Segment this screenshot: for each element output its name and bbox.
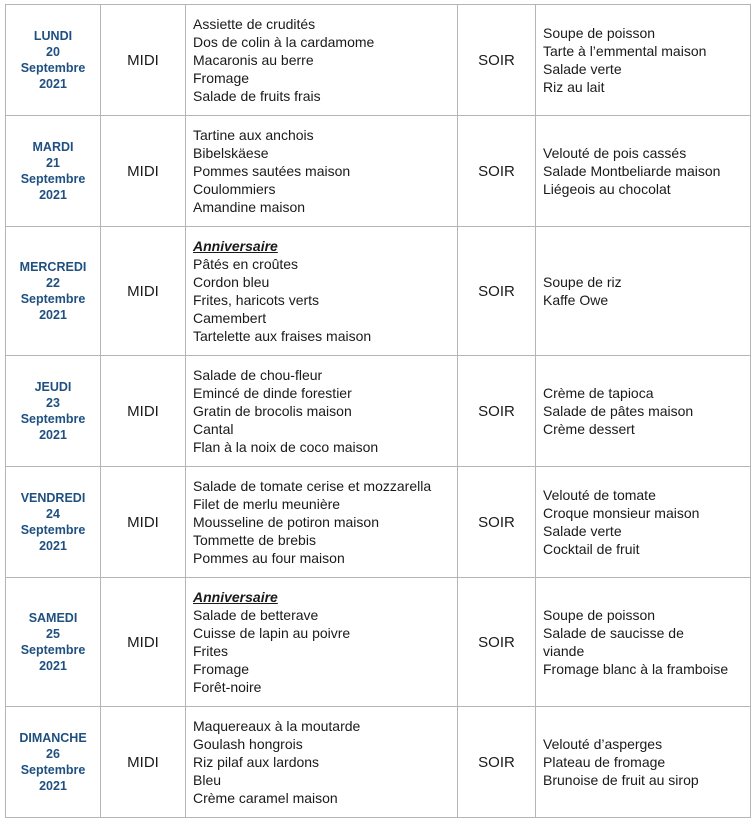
day-row-samedi	[6, 578, 751, 707]
dish: Velouté de tomate	[543, 487, 656, 503]
day-label	[6, 578, 101, 707]
dish: Amandine maison	[193, 199, 306, 215]
dish: Emincé de dinde forestier	[193, 385, 352, 401]
day-name: SAMEDI	[28, 611, 78, 625]
soir-menu	[536, 356, 751, 467]
day-year: 2021	[39, 308, 67, 322]
midi-label: MIDI	[101, 356, 186, 467]
day-month: Septembre	[20, 643, 86, 657]
dish: Maquereaux à la moutarde	[193, 718, 361, 734]
soir-menu	[536, 707, 751, 818]
soir-label: SOIR	[458, 578, 536, 707]
dish: Tartelette aux fraises maison	[193, 328, 372, 344]
dish: Fromage blanc à la framboise	[543, 661, 729, 677]
dish: Forêt-noire	[193, 679, 262, 695]
day-number: 22	[46, 276, 60, 290]
dish: Salade de tomate cerise et mozzarella	[193, 478, 432, 494]
day-name: MERCREDI	[19, 260, 87, 274]
day-label	[6, 707, 101, 818]
dish: Crème caramel maison	[193, 790, 338, 806]
dish: Salade de chou-fleur	[193, 367, 323, 383]
soir-menu	[536, 116, 751, 227]
day-row-jeudi	[6, 356, 751, 467]
dish: Soupe de riz	[543, 274, 622, 290]
dish: Assiette de crudités	[193, 16, 316, 32]
dish: Riz pilaf aux lardons	[193, 754, 320, 770]
midi-menu	[186, 227, 458, 356]
day-name: DIMANCHE	[19, 731, 87, 745]
midi-menu	[186, 116, 458, 227]
day-number: 23	[46, 396, 60, 410]
dish: Bleu	[193, 772, 222, 788]
dish: Filet de merlu meunière	[193, 496, 341, 512]
dish: Salade Montbeliarde maison	[543, 163, 721, 179]
midi-label: MIDI	[101, 707, 186, 818]
dish: Cocktail de fruit	[543, 541, 640, 557]
dish: Crème de tapioca	[543, 385, 654, 401]
day-year: 2021	[39, 77, 67, 91]
day-row-dimanche	[6, 707, 751, 818]
day-number: 20	[46, 45, 60, 59]
day-name: JEUDI	[34, 380, 72, 394]
dish: Salade de pâtes maison	[543, 403, 694, 419]
dish: Kaffe Owe	[543, 292, 609, 308]
anniversaire-note: Anniversaire	[193, 589, 278, 605]
midi-menu	[186, 5, 458, 116]
day-label	[6, 356, 101, 467]
day-month: Septembre	[20, 61, 86, 75]
dish: Velouté de pois cassés	[543, 145, 687, 161]
soir-menu	[536, 578, 751, 707]
dish: Fromage	[193, 661, 250, 677]
day-number: 26	[46, 747, 60, 761]
day-row-mardi	[6, 116, 751, 227]
dish: Soupe de poisson	[543, 25, 656, 41]
soir-label: SOIR	[458, 5, 536, 116]
dish: Tartine aux anchois	[193, 127, 314, 143]
day-year: 2021	[39, 539, 67, 553]
dish: Tommette de brebis	[193, 532, 316, 548]
day-label	[6, 467, 101, 578]
soir-menu	[536, 467, 751, 578]
midi-label: MIDI	[101, 578, 186, 707]
day-number: 21	[46, 156, 60, 170]
day-name: LUNDI	[33, 29, 73, 43]
midi-label: MIDI	[101, 227, 186, 356]
midi-menu	[186, 578, 458, 707]
day-month: Septembre	[20, 763, 86, 777]
dish: Salade verte	[543, 61, 622, 77]
anniversaire-note: Anniversaire	[193, 238, 278, 254]
dish: Flan à la noix de coco maison	[193, 439, 379, 455]
dish: Salade verte	[543, 523, 622, 539]
dish: Riz au lait	[543, 79, 605, 95]
dish: Crème dessert	[543, 421, 635, 437]
dish: Camembert	[193, 310, 267, 326]
dish: Plateau de fromage	[543, 754, 666, 770]
dish: Goulash hongrois	[193, 736, 303, 752]
day-month: Septembre	[20, 292, 86, 306]
day-name: VENDREDI	[20, 491, 86, 505]
day-name: MARDI	[32, 140, 74, 154]
dish: Gratin de brocolis maison	[193, 403, 352, 419]
dish: Coulommiers	[193, 181, 276, 197]
soir-menu	[536, 227, 751, 356]
day-year: 2021	[39, 779, 67, 793]
soir-label: SOIR	[458, 707, 536, 818]
dish: Salade de saucisse de	[543, 625, 684, 641]
midi-menu	[186, 356, 458, 467]
dish: Pommes sautées maison	[193, 163, 351, 179]
dish: Salade de fruits frais	[193, 88, 321, 104]
soir-label: SOIR	[458, 227, 536, 356]
dish: Frites	[193, 643, 228, 659]
day-month: Septembre	[20, 412, 86, 426]
dish: Salade de betterave	[193, 607, 319, 623]
dish: Liégeois au chocolat	[543, 181, 671, 197]
soir-label: SOIR	[458, 116, 536, 227]
day-row-mercredi	[6, 227, 751, 356]
menu-body	[6, 5, 751, 818]
dish: Macaronis au berre	[193, 52, 314, 68]
dish: Fromage	[193, 70, 250, 86]
dish: Brunoise de fruit au sirop	[543, 772, 699, 788]
dish: Mousseline de potiron maison	[193, 514, 379, 530]
day-label	[6, 227, 101, 356]
day-year: 2021	[39, 659, 67, 673]
day-label	[6, 5, 101, 116]
day-month: Septembre	[20, 523, 86, 537]
day-year: 2021	[39, 428, 67, 442]
soir-label: SOIR	[458, 356, 536, 467]
midi-menu	[186, 467, 458, 578]
day-year: 2021	[39, 188, 67, 202]
day-month: Septembre	[20, 172, 86, 186]
day-label	[6, 116, 101, 227]
dish: Cuisse de lapin au poivre	[193, 625, 351, 641]
weekly-menu-table	[5, 4, 751, 818]
dish: Pommes au four maison	[193, 550, 345, 566]
midi-label: MIDI	[101, 5, 186, 116]
dish: Croque monsieur maison	[543, 505, 700, 521]
dish: Pâtés en croûtes	[193, 256, 299, 272]
midi-menu	[186, 707, 458, 818]
midi-label: MIDI	[101, 116, 186, 227]
day-row-vendredi	[6, 467, 751, 578]
day-number: 25	[46, 627, 60, 641]
day-number: 24	[46, 507, 60, 521]
day-row-lundi	[6, 5, 751, 116]
dish: Cordon bleu	[193, 274, 270, 290]
soir-label: SOIR	[458, 467, 536, 578]
dish: Soupe de poisson	[543, 607, 656, 623]
soir-menu	[536, 5, 751, 116]
dish: Dos de colin à la cardamome	[193, 34, 375, 50]
dish: Tarte à l’emmental maison	[543, 43, 707, 59]
dish: Velouté d’asperges	[543, 736, 663, 752]
dish: Frites, haricots verts	[193, 292, 320, 308]
midi-label: MIDI	[101, 467, 186, 578]
dish: Bibelskäese	[193, 145, 269, 161]
dish: viande	[543, 643, 585, 659]
dish: Cantal	[193, 421, 234, 437]
